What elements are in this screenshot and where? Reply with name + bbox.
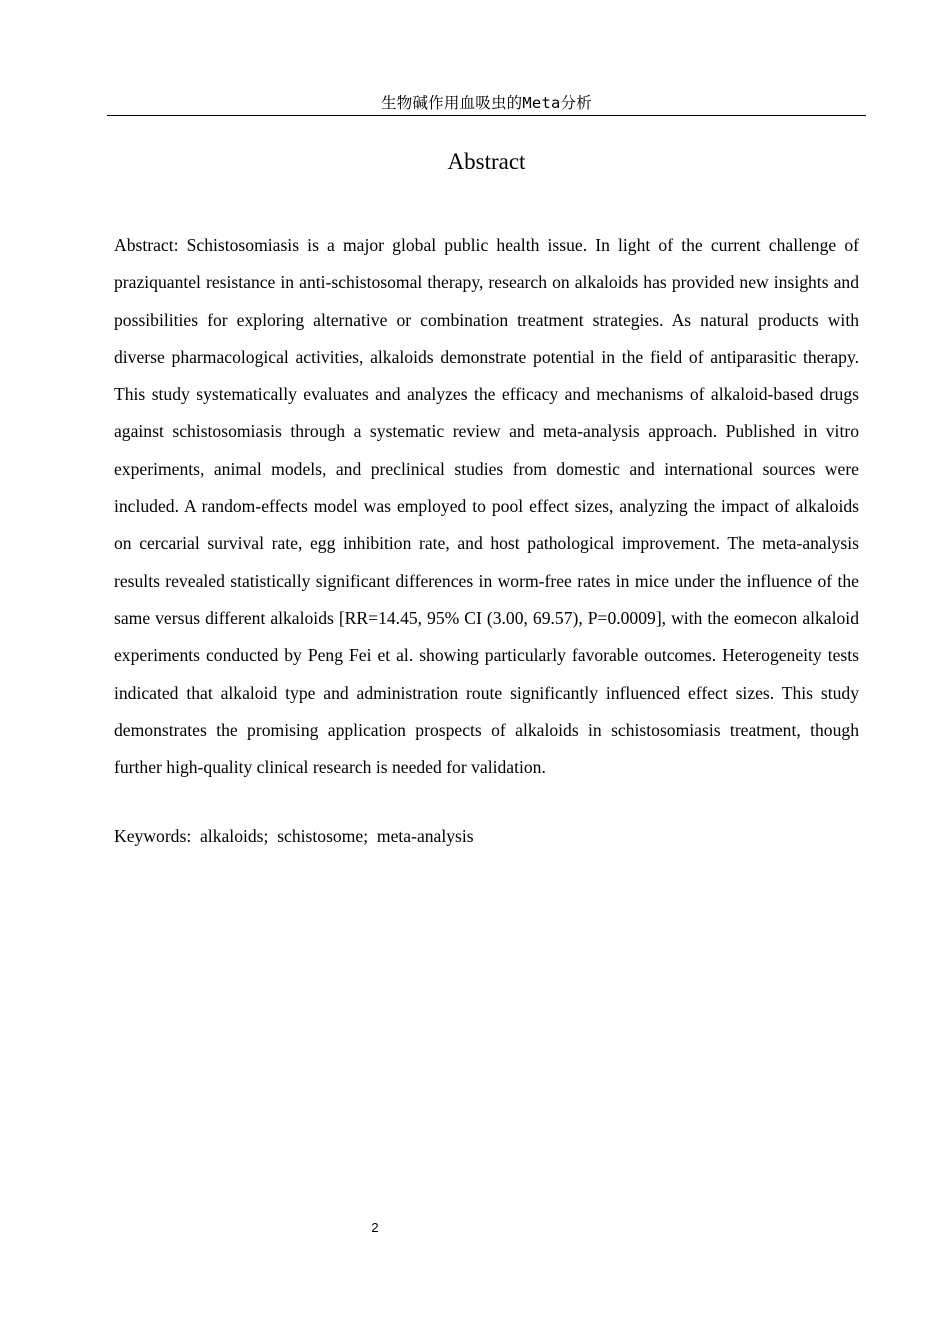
page-number: 2 (371, 1220, 379, 1235)
abstract-body: Abstract: Schistosomiasis is a major global public health issue. In light of the current challenge of praziquantel resistance in anti-schistosomal therapy, research on alkaloids has provided new insights and possibilities for exploring alternative or combination treatment strategies. As natural products with diverse pharmacological activities, alkaloids demonstrate potential in the field of antiparasitic therapy. This study systematically evaluates and analyzes the efficacy and mechanisms of alkaloid-based drugs against schistosomiasis through a systematic review and meta-analysis approach. Published in vitro experiments, animal models, and preclinical studies from domestic and international sources were included. A random-effects model was employed to pool effect sizes, analyzing the impact of alkaloids on cercarial survival rate, egg inhibition rate, and host pathological improvement. The meta-analysis results revealed statistically significant differences in worm-free rates in mice under the influence of the same versus different alkaloids [RR=14.45, 95% CI (3.00, 69.57), P=0.0009], with the eomecon alkaloid experiments conducted by Peng Fei et al. showing particularly favorable outcomes. Heterogeneity tests indicated that alkaloid type and administration route significantly influenced effect sizes. This study demonstrates the promising application prospects of alkaloids in schistosomiasis treatment, though further high-quality clinical research is needed for validation. (114, 235, 859, 778)
keywords-line: Keywords: alkaloids; schistosome; meta-analysis (114, 826, 474, 846)
abstract-title: Abstract (447, 149, 526, 174)
running-header: 生物碱作用血吸虫的Meta分析 (107, 92, 866, 116)
